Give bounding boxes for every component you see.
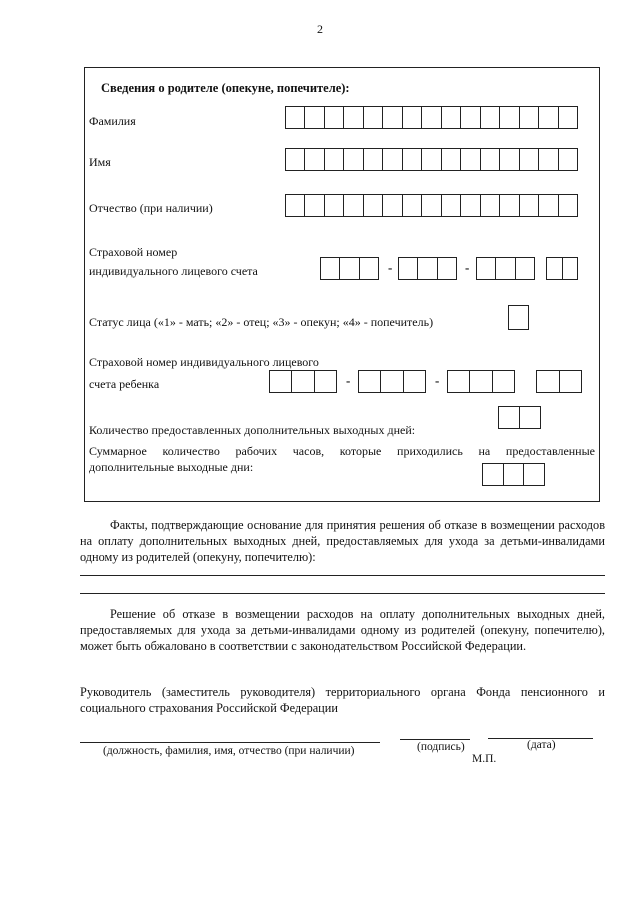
input-cell[interactable] — [399, 258, 418, 279]
input-cell[interactable] — [559, 149, 577, 170]
hours-label-line2: дополнительные выходные дни: — [89, 460, 254, 474]
stamp-caption: М.П. — [472, 753, 497, 765]
input-cell[interactable] — [520, 107, 539, 128]
input-cell[interactable] — [539, 195, 558, 216]
input-cell[interactable] — [496, 258, 515, 279]
input-cell[interactable] — [461, 195, 480, 216]
input-cell[interactable] — [422, 107, 441, 128]
child-snils-label-line1: Страховой номер индивидуального лицевого — [89, 355, 319, 369]
input-cell[interactable] — [325, 107, 344, 128]
input-cell[interactable] — [403, 195, 422, 216]
input-cell[interactable] — [344, 195, 363, 216]
snils-group-3[interactable] — [476, 257, 535, 280]
snils-dash-1: - — [388, 260, 393, 275]
input-cell[interactable] — [520, 149, 539, 170]
input-cell[interactable] — [499, 407, 520, 428]
input-cell[interactable] — [404, 371, 425, 392]
input-cell[interactable] — [442, 195, 461, 216]
snils-label-line1: Страховой номер — [89, 245, 178, 259]
input-cell[interactable] — [493, 371, 514, 392]
input-cell[interactable] — [448, 371, 470, 392]
input-cell[interactable] — [481, 149, 500, 170]
input-cell[interactable] — [500, 149, 519, 170]
input-cell[interactable] — [563, 258, 578, 279]
input-cell[interactable] — [559, 195, 577, 216]
input-cell[interactable] — [305, 107, 324, 128]
input-cell[interactable] — [381, 371, 403, 392]
child-snils-label-line2: счета ребенка — [89, 377, 160, 391]
input-cell[interactable] — [509, 306, 528, 329]
input-cell[interactable] — [383, 149, 402, 170]
input-cell[interactable] — [547, 258, 563, 279]
input-cell[interactable] — [539, 107, 558, 128]
date-caption: (дата) — [527, 739, 556, 751]
input-cell[interactable] — [524, 464, 544, 485]
input-cell[interactable] — [560, 371, 582, 392]
days-label: Количество предоставленных дополнительных выходных дней: — [89, 423, 416, 437]
snils-checksum[interactable] — [546, 257, 578, 280]
input-cell[interactable] — [321, 258, 340, 279]
input-cell[interactable] — [477, 258, 496, 279]
signature-line[interactable] — [400, 739, 470, 740]
input-cell[interactable] — [481, 195, 500, 216]
signature-caption: (подпись) — [417, 741, 465, 753]
input-cell[interactable] — [364, 107, 383, 128]
input-cell[interactable] — [383, 195, 402, 216]
facts-paragraph: Факты, подтверждающие основание для принятия решения об отказе в возмещении расходов на оплату дополнительных выходных дней, предоставляемых для ухода за детьми-инвалидами одному из родителей (опекуну, попечителю): — [80, 518, 605, 564]
input-cell[interactable] — [315, 371, 336, 392]
input-cell[interactable] — [305, 195, 324, 216]
snils-label-line2: индивидуального лицевого счета — [89, 264, 258, 278]
section-heading: Сведения о родителе (опекуне, попечителе): — [101, 81, 350, 95]
input-cell[interactable] — [438, 258, 456, 279]
days-field[interactable] — [498, 406, 541, 429]
input-cell[interactable] — [442, 149, 461, 170]
input-cell[interactable] — [470, 371, 492, 392]
input-cell[interactable] — [270, 371, 292, 392]
input-cell[interactable] — [344, 149, 363, 170]
input-cell[interactable] — [403, 107, 422, 128]
input-cell[interactable] — [418, 258, 437, 279]
patronymic-label: Отчество (при наличии) — [89, 201, 213, 215]
snils-dash-2: - — [465, 260, 470, 275]
input-cell[interactable] — [359, 371, 381, 392]
snils-group-2[interactable] — [398, 257, 457, 280]
facts-line-1[interactable] — [80, 575, 605, 576]
input-cell[interactable] — [500, 107, 519, 128]
input-cell[interactable] — [504, 464, 525, 485]
position-caption: (должность, фамилия, имя, отчество (при наличии) — [103, 745, 355, 757]
hours-label-line1: Суммарное количество рабочих часов, которые приходились на предоставленные — [89, 444, 595, 458]
input-cell[interactable] — [360, 258, 378, 279]
input-cell[interactable] — [520, 407, 540, 428]
child-snils-group-1[interactable] — [269, 370, 337, 393]
input-cell[interactable] — [516, 258, 534, 279]
input-cell[interactable] — [422, 149, 441, 170]
input-cell[interactable] — [461, 149, 480, 170]
signatory-paragraph: Руководитель (заместитель руководителя) территориального органа Фонда пенсионного и социального страхования Российской Федерации — [80, 685, 605, 715]
input-cell[interactable] — [422, 195, 441, 216]
appeal-paragraph: Решение об отказе в возмещении расходов на оплату дополнительных выходных дней, предоставляемых для ухода за детьми-инвалидами одному из родителей (опекуну, попечителю), может быть обжаловано в соответствии с законодательством Российской Федерации. — [80, 607, 605, 653]
name-label: Имя — [89, 155, 111, 169]
input-cell[interactable] — [364, 195, 383, 216]
input-cell[interactable] — [325, 149, 344, 170]
input-cell[interactable] — [481, 107, 500, 128]
input-cell[interactable] — [539, 149, 558, 170]
position-signature-line[interactable] — [80, 742, 380, 743]
status-label: Статус лица («1» - мать; «2» - отец; «3» - опекун; «4» - попечитель) — [89, 315, 434, 329]
input-cell[interactable] — [500, 195, 519, 216]
input-cell[interactable] — [286, 195, 305, 216]
surname-field[interactable] — [285, 106, 578, 129]
surname-label: Фамилия — [89, 114, 136, 128]
status-field[interactable] — [508, 305, 529, 330]
patronymic-field[interactable] — [285, 194, 578, 217]
input-cell[interactable] — [325, 195, 344, 216]
input-cell[interactable] — [286, 107, 305, 128]
snils-group-1[interactable] — [320, 257, 379, 280]
page-number: 2 — [317, 22, 323, 36]
child-snils-dash-2: - — [435, 373, 440, 388]
input-cell[interactable] — [344, 107, 363, 128]
name-field[interactable] — [285, 148, 578, 171]
input-cell[interactable] — [340, 258, 359, 279]
input-cell[interactable] — [461, 107, 480, 128]
input-cell[interactable] — [292, 371, 314, 392]
input-cell[interactable] — [442, 107, 461, 128]
hours-field[interactable] — [482, 463, 545, 486]
input-cell[interactable] — [305, 149, 324, 170]
input-cell[interactable] — [383, 107, 402, 128]
input-cell[interactable] — [364, 149, 383, 170]
facts-line-2[interactable] — [80, 593, 605, 594]
input-cell[interactable] — [483, 464, 504, 485]
child-snils-group-2[interactable] — [358, 370, 426, 393]
input-cell[interactable] — [520, 195, 539, 216]
input-cell[interactable] — [537, 371, 560, 392]
input-cell[interactable] — [403, 149, 422, 170]
child-snils-group-3[interactable] — [447, 370, 515, 393]
input-cell[interactable] — [559, 107, 577, 128]
child-snils-checksum[interactable] — [536, 370, 582, 393]
input-cell[interactable] — [286, 149, 305, 170]
child-snils-dash-1: - — [346, 373, 351, 388]
